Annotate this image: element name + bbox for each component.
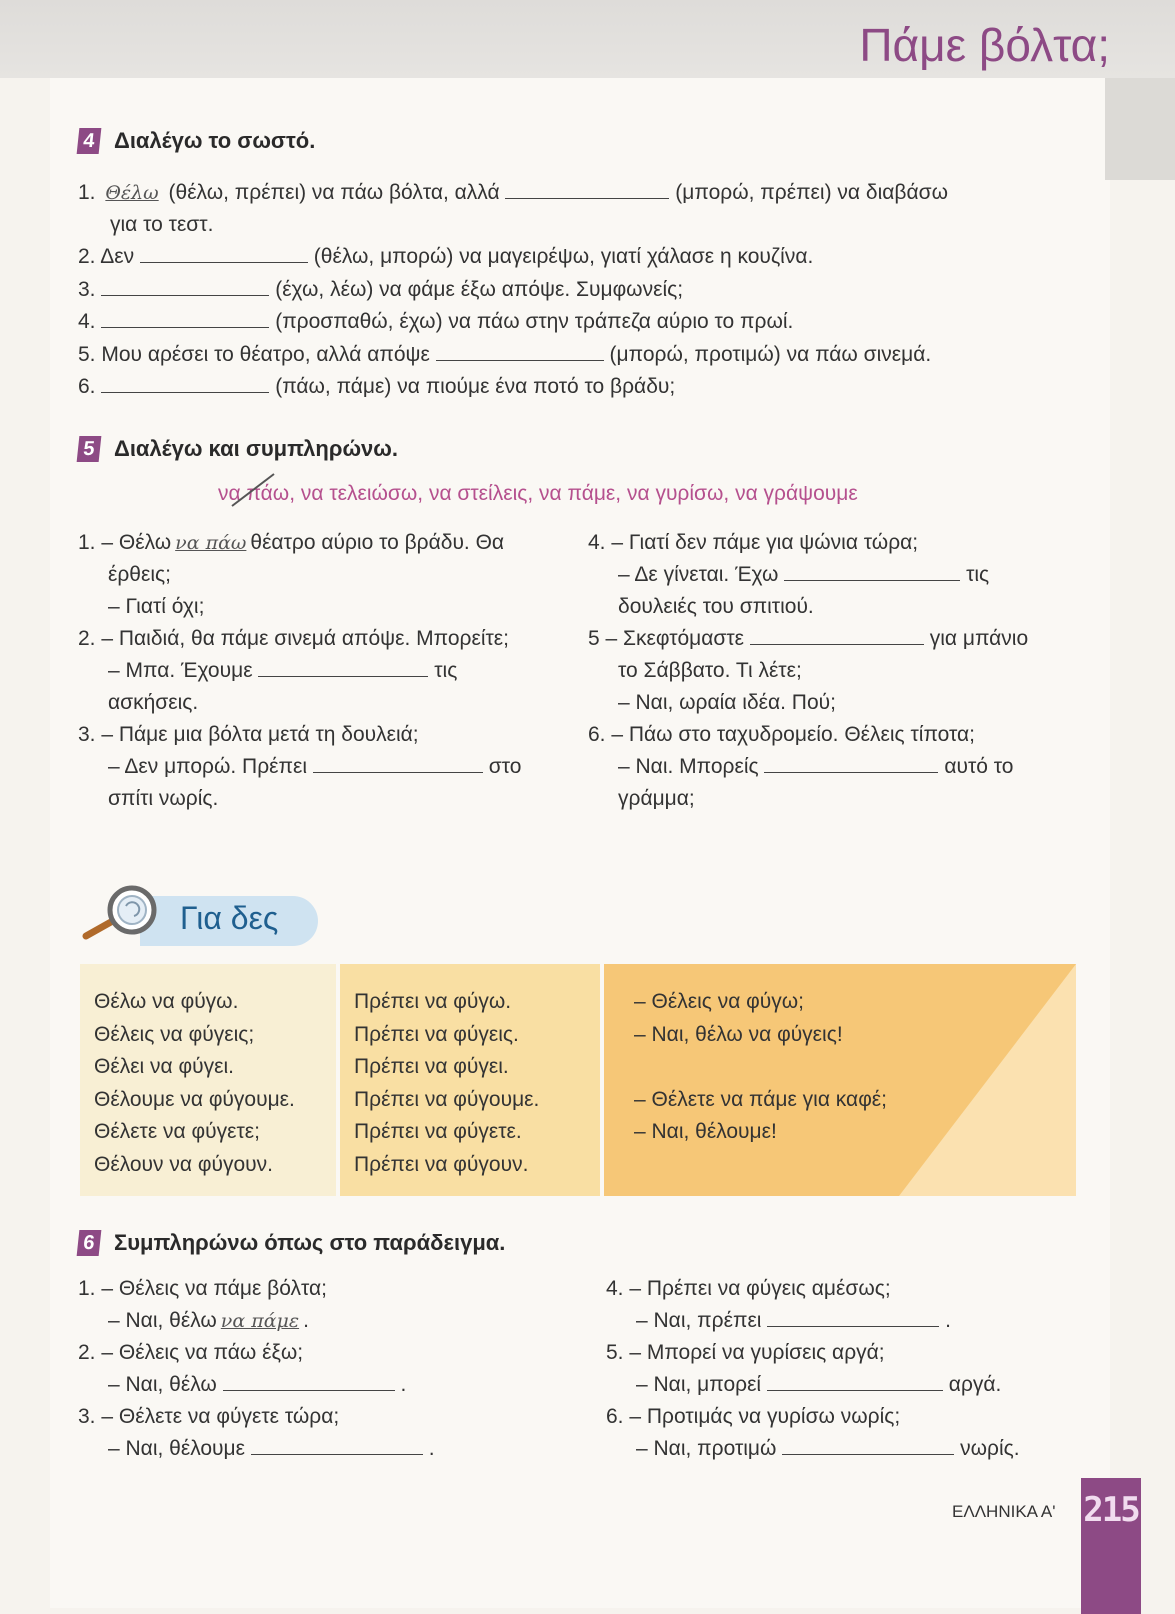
- handwritten-answer: να πάμε: [220, 1310, 300, 1332]
- item-text: – Θέλετε να φύγετε τώρα;: [101, 1405, 340, 1428]
- ex4-item-1: [78, 178, 948, 208]
- ex5-right-line: [588, 528, 918, 558]
- ex4-item-2: [78, 242, 813, 272]
- item-text: για μπάνιο: [929, 627, 1029, 650]
- item-number: 5: [588, 627, 600, 650]
- item-text: – Ναι, πρέπει: [636, 1309, 762, 1332]
- item-number: 5.: [78, 343, 96, 366]
- item-text: – Πρέπει να φύγεις αμέσως;: [629, 1277, 891, 1300]
- strike-through-mark: [228, 470, 278, 510]
- side-band: [1105, 78, 1175, 180]
- exercise-instruction: Συμπληρώνω όπως στο παράδειγμα.: [114, 1230, 506, 1255]
- ex5-right-line: το Σάββατο. Τι λέτε;: [618, 659, 802, 682]
- exercise-number-badge: 6: [77, 1230, 102, 1256]
- ex6-right-line: [606, 1274, 891, 1304]
- answer-blank[interactable]: [750, 625, 924, 645]
- ex5-right-line: γράμμα;: [618, 787, 695, 810]
- item-number: 3.: [78, 723, 96, 746]
- item-text: θέατρο αύριο το βράδυ. Θα: [250, 531, 505, 554]
- item-text: .: [945, 1309, 951, 1332]
- grammar-line: Πρέπει να φύγει.: [354, 1055, 509, 1078]
- answer-blank[interactable]: [782, 1435, 954, 1455]
- answer-blank[interactable]: [101, 308, 269, 328]
- grammar-line: – Ναι, θέλω να φύγεις!: [634, 1022, 843, 1046]
- item-number: 2.: [78, 1341, 96, 1364]
- grammar-line: Πρέπει να φύγεις.: [354, 1022, 519, 1046]
- grammar-line: Θέλουμε να φύγουμε.: [94, 1087, 295, 1111]
- exercise-number-badge: 5: [77, 436, 102, 462]
- answer-blank[interactable]: [223, 1371, 395, 1391]
- ex5-right-line: [588, 720, 975, 750]
- answer-blank[interactable]: [767, 1371, 943, 1391]
- item-text: .: [428, 1437, 435, 1460]
- item-text: – Δε γίνεται. Έχω: [618, 563, 779, 586]
- answer-blank[interactable]: [101, 373, 269, 393]
- item-text: τις: [434, 659, 458, 682]
- answer-blank[interactable]: [258, 657, 428, 677]
- grammar-line: Πρέπει να φύγουμε.: [354, 1087, 540, 1111]
- item-text: – Ναι, προτιμώ: [636, 1437, 777, 1460]
- item-text: στο: [488, 755, 522, 778]
- item-number: 1.: [78, 531, 96, 554]
- item-text: – Ναι, θέλω: [108, 1373, 217, 1396]
- grammar-line: [618, 1051, 1062, 1084]
- page-title: Πάμε βόλτα;: [859, 19, 1110, 71]
- ex5-left-line: [108, 752, 521, 782]
- page-number: 215: [1083, 1490, 1139, 1530]
- exercise-instruction: Διαλέγω και συμπληρώνω.: [114, 436, 398, 461]
- grammar-line: Θέλετε να φύγετε;: [94, 1120, 260, 1143]
- item-text: – Γιατί δεν πάμε για ψώνια τώρα;: [611, 531, 919, 554]
- handwritten-answer: να πάω: [175, 532, 247, 554]
- ex5-left-line: [78, 528, 504, 558]
- item-text: – Ναι. Μπορείς: [618, 755, 759, 778]
- ex6-right-line: [606, 1338, 885, 1368]
- ex6-left-line: [108, 1370, 406, 1400]
- ex4-item-5: [78, 340, 931, 370]
- item-text: – Προτιμάς να γυρίσω νωρίς;: [629, 1405, 901, 1428]
- item-number: 1.: [78, 1277, 96, 1300]
- answer-blank[interactable]: [101, 276, 269, 296]
- item-text: τις: [966, 563, 990, 586]
- grammar-line: – Θέλετε να πάμε για καφέ;: [634, 1087, 888, 1111]
- item-number: 4.: [588, 531, 606, 554]
- ex5-left-line: σπίτι νωρίς.: [108, 787, 219, 810]
- item-number: 6.: [588, 723, 606, 746]
- answer-blank[interactable]: [436, 341, 604, 361]
- grammar-line: Θέλεις να φύγεις;: [94, 1022, 255, 1046]
- ex6-left-line: [108, 1434, 435, 1464]
- item-text: αυτό το: [944, 755, 1014, 778]
- ex4-item-3: [78, 275, 683, 305]
- ex5-left-line: [78, 624, 509, 654]
- item-number: 4.: [606, 1277, 624, 1300]
- ex5-right-line: [618, 560, 989, 590]
- ex6-left-line: [108, 1306, 309, 1336]
- item-text: – Θέλεις να πάμε βόλτα;: [101, 1277, 327, 1300]
- exercise-4-heading: [78, 128, 315, 154]
- item-number: 4.: [78, 310, 96, 333]
- exercise-6-heading: [78, 1230, 505, 1256]
- item-text: – Ναι, θέλουμε: [108, 1437, 246, 1460]
- item-number: 1.: [78, 181, 96, 204]
- exercise-instruction: Διαλέγω το σωστό.: [114, 128, 316, 153]
- ex5-left-line: ασκήσεις.: [108, 691, 199, 714]
- item-number: 3.: [78, 1405, 96, 1428]
- ex4-item-4: [78, 307, 793, 337]
- item-text: – Πάω στο ταχυδρομείο. Θέλεις τίποτα;: [611, 723, 976, 746]
- grammar-line: – Θέλεις να φύγω;: [634, 990, 804, 1013]
- grammar-line: Πρέπει να φύγω.: [354, 990, 512, 1013]
- item-text: (μπορώ, προτιμώ) να πάω σινεμά.: [609, 343, 932, 366]
- item-text: (μπορώ, πρέπει) να διαβάσω: [675, 181, 948, 204]
- item-text: .: [303, 1309, 309, 1332]
- ex5-left-line: [78, 720, 419, 750]
- ex5-right-line: – Ναι, ωραία ιδέα. Πού;: [618, 691, 836, 714]
- word-bank: να πάω, να τελειώσω, να στείλεις, να πάμε, να γυρίσω, να γράψουμε: [218, 482, 858, 505]
- ex5-left-line: – Γιατί όχι;: [108, 595, 205, 618]
- item-text: αργά.: [948, 1373, 1002, 1396]
- item-number: 6.: [78, 375, 96, 398]
- item-text: νωρίς.: [960, 1437, 1020, 1460]
- item-number: 2.: [78, 245, 96, 268]
- answer-blank[interactable]: [505, 179, 669, 199]
- ex6-right-line: [636, 1434, 1020, 1464]
- ex5-right-line: δουλειές του σπιτιού.: [618, 595, 814, 618]
- grammar-line: Θέλω να φύγω.: [94, 990, 239, 1013]
- tip-title: Για δες: [180, 900, 279, 936]
- grammar-column-thelo: [80, 964, 336, 1196]
- ex6-right-line: [636, 1370, 1001, 1400]
- item-text: – Πάμε μια βόλτα μετά τη δουλειά;: [101, 723, 419, 746]
- ex6-left-line: [78, 1402, 339, 1432]
- ex4-item-1-cont: για το τεστ.: [110, 213, 214, 236]
- answer-blank[interactable]: [140, 243, 308, 263]
- item-text: .: [400, 1373, 407, 1396]
- ex6-right-line: [606, 1402, 900, 1432]
- item-text: – Μπα. Έχουμε: [108, 659, 253, 682]
- handwritten-answer: Θέλω: [105, 182, 159, 204]
- ex6-right-line: [636, 1306, 951, 1336]
- ex5-right-line: [618, 752, 1013, 782]
- ex5-right-line: [588, 624, 1028, 654]
- item-number: 2.: [78, 627, 96, 650]
- answer-blank[interactable]: [767, 1307, 939, 1327]
- grammar-line: Πρέπει να φύγετε.: [354, 1120, 522, 1143]
- ex5-left-line: [108, 656, 457, 686]
- grammar-column-prepei: [340, 964, 600, 1196]
- ex5-left-line: έρθεις;: [108, 563, 171, 586]
- grammar-column-dialogue: [604, 964, 1076, 1196]
- item-text: – Παιδιά, θα πάμε σινεμά απόψε. Μπορείτε;: [101, 627, 509, 650]
- grammar-line: Θέλει να φύγει.: [94, 1055, 234, 1078]
- grammar-line: – Ναι, θέλουμε!: [634, 1120, 777, 1143]
- item-text: (έχω, λέω) να φάμε έξω απόψε. Συμφωνείς;: [275, 278, 684, 301]
- item-text: – Ναι, θέλω: [108, 1309, 217, 1332]
- answer-blank[interactable]: [313, 753, 483, 773]
- item-text: Δεν: [100, 245, 135, 268]
- grammar-line: Θέλουν να φύγουν.: [94, 1152, 273, 1176]
- item-text: Μου αρέσει το θέατρο, αλλά απόψε: [101, 343, 430, 366]
- magnifying-glass-icon: [78, 880, 162, 950]
- item-text: (θέλω, μπορώ) να μαγειρέψω, γιατί χάλασε η κουζίνα.: [313, 245, 814, 268]
- item-text: – Θέλεις να πάω έξω;: [101, 1341, 304, 1364]
- book-title: ΕΛΛΗΝΙΚΑ Α': [952, 1502, 1056, 1521]
- ex4-item-6: [78, 372, 675, 402]
- item-text: – Ναι, μπορεί: [636, 1373, 762, 1396]
- answer-blank[interactable]: [764, 753, 938, 773]
- ex6-left-line: [78, 1274, 327, 1304]
- answer-blank[interactable]: [251, 1435, 423, 1455]
- item-text: – Θέλω: [101, 531, 172, 554]
- item-text: (προσπαθώ, έχω) να πάω στην τράπεζα αύριο το πρωί.: [275, 310, 794, 333]
- item-text: – Δεν μπορώ. Πρέπει: [108, 755, 308, 778]
- answer-blank[interactable]: [784, 561, 960, 581]
- grammar-line: Πρέπει να φύγουν.: [354, 1152, 529, 1176]
- item-number: 6.: [606, 1405, 624, 1428]
- item-text: (πάω, πάμε) να πιούμε ένα ποτό το βράδυ;: [275, 375, 676, 398]
- item-text: – Μπορεί να γυρίσεις αργά;: [629, 1341, 885, 1364]
- ex6-left-line: [78, 1338, 303, 1368]
- item-text: – Σκεφτόμαστε: [605, 627, 745, 650]
- item-text: (θέλω, πρέπει) να πάω βόλτα, αλλά: [168, 181, 500, 204]
- exercise-number-badge: 4: [77, 128, 102, 154]
- item-number: 5.: [606, 1341, 624, 1364]
- item-number: 3.: [78, 278, 96, 301]
- exercise-5-heading: [78, 436, 398, 462]
